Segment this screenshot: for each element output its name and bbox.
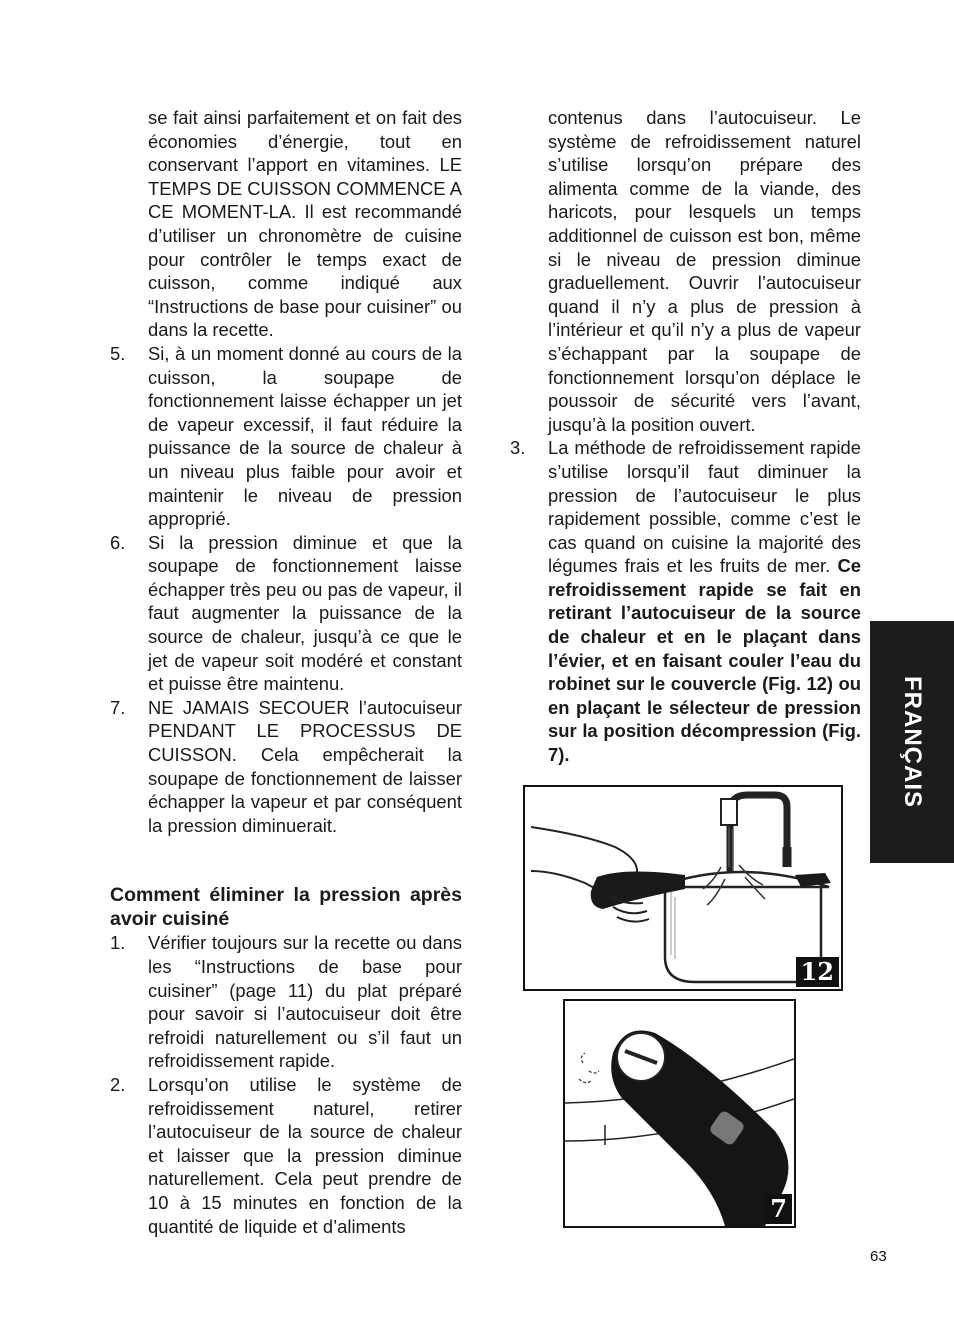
pressure-selector-illustration xyxy=(565,1001,794,1226)
figure-number-7: 7 xyxy=(765,1194,792,1224)
list-number: 5. xyxy=(110,342,126,364)
language-tab xyxy=(870,621,954,863)
list-item-7 xyxy=(110,696,462,838)
figure-7 xyxy=(563,999,796,1228)
list-number: 1. xyxy=(110,932,126,954)
language-tab-label: FRANÇAIS xyxy=(899,676,926,808)
left-column xyxy=(110,106,462,1238)
list-text: Vérifier toujours sur la recette ou dans les “Instructions de base pour cuisiner” (page 11) du plat préparé pour savoir si l’autocuiseur doit être refroidi naturellement ou s’il faut un refroidissement rapide. xyxy=(148,932,462,1072)
list-item-3 xyxy=(510,436,861,766)
figure-number-12: 12 xyxy=(796,957,839,987)
list-item-6 xyxy=(110,531,462,696)
paragraph-2-continued: contenus dans l’autocuiseur. Le système de refroidissement naturel s’utilise lorsqu’on prépare des alimenta comme de la viande, des haricots, pour lesquels un temps additionnel de cuisson est bon, même si le niveau de pression diminue graduellement. Ouvrir l’autocuiseur quand il n’y a plus de pression à l’intérieur et qu’il n’y a plus de vapeur s’échappant par la soupape de fonctionnement lorsqu’on déplace le poussoir de sécurité vers l’avant, jusqu’à la position ouvert. xyxy=(548,107,861,435)
right-column xyxy=(510,106,861,767)
list-text: NE JAMAIS SECOUER l’autocuiseur PENDANT LE PROCESSUS DE CUISSON. Cela empêcherait la soupape de fonctionnement de laisser échapper la vapeur et par conséquent la pression diminuerait. xyxy=(148,696,462,836)
list-text: Lorsqu’on utilise le système de refroidissement naturel, retirer l’autocuiseur de la source de chaleur et laisser que la pression diminue naturellement. Cela peut prendre de 10 à 15 minutes en fonction de la quantité de liquide et d’aliments xyxy=(148,1073,462,1237)
list-text: Si, à un moment donné au cours de la cuisson, la soupape de fonctionnement laisse échapper un jet de vapeur excessif, il faut réduire la puissance de la source de chaleur à un niveau plus faible pour avoir et maintenir le niveau de pression approprié. xyxy=(148,342,462,530)
section-heading: Comment éliminer la pression après avoir cuisiné xyxy=(110,884,462,931)
list-text: La méthode de refroidissement rapide s’utilise lorsqu’il faut diminuer la pression de l’autocuiseur le plus rapidement possible, comme c’est le cas quand on cuisine la majorité des légumes frais et les fruits de mer. xyxy=(548,437,861,577)
page-number: 63 xyxy=(870,1248,887,1265)
list-number: 6. xyxy=(110,531,126,553)
list-text-bold: Ce refroidissement rapide se fait en retirant l’autocuiseur de la source de chaleur et en le plaçant dans l’évier, et en faisant couler l’eau du robinet sur le couvercle (Fig. 12) ou en plaçant le sélecteur de pression sur la position décompression (Fig. 7). xyxy=(548,555,861,766)
figure-12 xyxy=(523,785,843,991)
list-number: 3. xyxy=(510,437,526,459)
list-number: 7. xyxy=(110,696,126,718)
list-item-2 xyxy=(110,1073,462,1238)
list-number: 2. xyxy=(110,1073,126,1095)
list-item-5 xyxy=(110,342,462,531)
list-text: Si la pression diminue et que la soupape de fonctionnement laisse échapper très peu ou pas de vapeur, il faut augmenter la puissance de la source de chaleur, jusqu’à ce que le jet de vapeur soit modéré et constant et puisse être maintenu. xyxy=(148,531,462,695)
list-item-1 xyxy=(110,931,462,1073)
faucet-pot-illustration xyxy=(525,787,841,989)
paragraph-4-continued: se fait ainsi parfaitement et on fait des économies d’énergie, tout en conservant l’apport en vitamines. LE TEMPS DE CUISSON COMMENCE A CE MOMENT-LA. Il est recommandé d’utiliser un chronomètre de cuisine pour contrôler le temps exact de cuisson, comme indiqué aux “Instructions de base pour cuisiner” ou dans la recette. xyxy=(148,107,462,341)
